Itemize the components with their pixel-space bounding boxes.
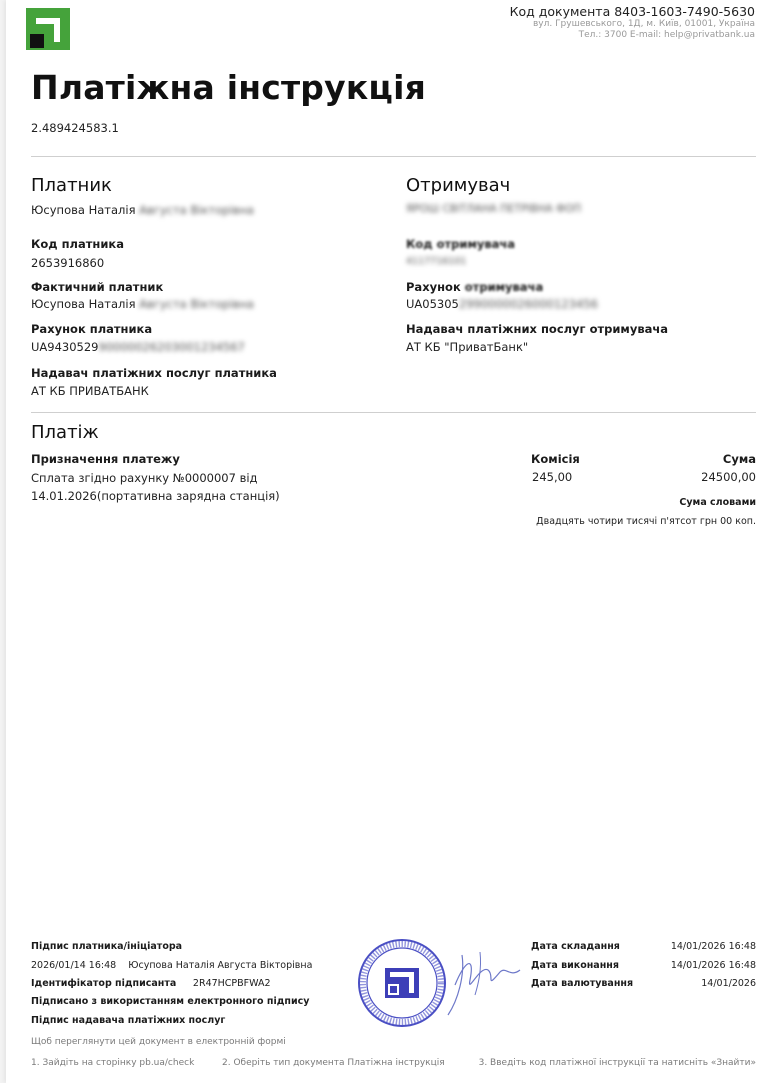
initiator-name: Юсупова Наталія Августа Вікторівна	[128, 960, 313, 971]
initiator-signature-line	[31, 960, 312, 971]
amount-words-value: Двадцять чотири тисячі п'ятсот грн 00 коп.	[536, 516, 756, 527]
value-date-label: Дата валютування	[531, 978, 634, 989]
purpose-label: Призначення платежу	[31, 452, 180, 466]
purpose-value	[31, 469, 280, 505]
purpose-line: Сплата згідно рахунку №0000007 від	[31, 471, 258, 485]
divider	[31, 412, 756, 413]
payer-account-label: Рахунок платника	[31, 322, 153, 336]
handwritten-signature	[440, 940, 525, 1020]
divider	[31, 156, 756, 157]
actual-payer-redacted: Августа Вікторівна	[139, 297, 254, 311]
recipient-provider-value: АТ КБ "ПриватБанк"	[406, 340, 529, 354]
recipient-account-label	[406, 280, 543, 294]
document-title: Платіжна інструкція	[31, 68, 426, 107]
recipient-code-label: Код отримувача	[406, 237, 516, 251]
executed-date-value: 14/01/2026 16:48	[670, 960, 756, 971]
commission-label: Комісія	[531, 452, 580, 466]
recipient-account-label-blurred: отримувача	[464, 280, 544, 294]
value-date-value: 14/01/2026	[701, 978, 756, 989]
payer-provider-label: Надавач платіжних послуг платника	[31, 366, 277, 380]
footer-step-2: 2. Оберіть тип документа Платіжна інструкція	[222, 1058, 445, 1068]
created-date-label: Дата складання	[531, 941, 620, 952]
recipient-account-visible: UA05305	[406, 297, 459, 311]
bank-address	[425, 19, 755, 41]
bank-address-line: вул. Грушевського, 1Д, м. Київ, 01001, Україна	[532, 19, 755, 29]
bank-contacts-line: Тел.: 3700 E-mail: help@privatbank.ua	[578, 30, 755, 40]
recipient-account-redacted: 2990000026000123456	[458, 297, 598, 311]
actual-payer-visible: Юсупова Наталія	[31, 297, 140, 311]
commission-value: 245,00	[532, 470, 573, 484]
actual-payer-label: Фактичний платник	[31, 280, 164, 294]
signer-id-label: Ідентифікатор підписанта	[31, 978, 177, 989]
amount-label: Сума	[722, 452, 756, 466]
payer-code-label: Код платника	[31, 237, 124, 251]
e-signature-note: Підписано з використанням електронного підпису	[31, 996, 310, 1007]
payer-provider-value: АТ КБ ПРИВАТБАНК	[31, 384, 149, 398]
footer-intro: Щоб переглянути цей документ в електронній формі	[31, 1037, 286, 1047]
privatbank-logo	[26, 8, 70, 50]
footer-step-1: 1. Зайдіть на сторінку pb.ua/check	[31, 1058, 195, 1068]
document-sheet	[6, 0, 780, 1083]
document-number: 2.489424583.1	[31, 121, 119, 135]
recipient-section-title: Отримувач	[406, 175, 511, 196]
provider-signature-label: Підпис надавача платіжних послуг	[31, 1015, 226, 1026]
footer-step-3: 3. Введіть код платіжної інструкції та натисніть «Знайти»	[478, 1058, 756, 1068]
payer-name-redacted: Августа Вікторівна	[139, 203, 254, 217]
payer-account-value	[31, 340, 245, 354]
payer-account-redacted: 90000026203001234567	[98, 340, 245, 354]
actual-payer-value	[31, 297, 254, 311]
payer-name-visible: Юсупова Наталія	[31, 203, 140, 217]
executed-date-label: Дата виконання	[531, 960, 619, 971]
payer-section-title: Платник	[31, 175, 112, 196]
payment-section-title: Платіж	[31, 422, 99, 443]
amount-words-label: Сума словами	[679, 497, 756, 508]
payer-account-visible: UA9430529	[31, 340, 99, 354]
amount-value: 24500,00	[701, 470, 756, 484]
recipient-account-value	[406, 297, 598, 311]
created-date-value: 14/01/2026 16:48	[670, 941, 756, 952]
purpose-line: 14.01.2026(портативна зарядна станція)	[31, 489, 280, 503]
signer-id-line	[31, 978, 271, 989]
recipient-provider-label: Надавач платіжних послуг отримувача	[406, 322, 669, 336]
payer-name	[31, 203, 254, 217]
recipient-name-redacted: ЯРОШ СВІТЛАНА ПЕТРІВНА ФОП	[406, 203, 582, 215]
bank-stamp	[357, 938, 447, 1028]
initiator-signature-label: Підпис платника/ініціатора	[31, 941, 183, 952]
signer-id-value: 2R47HCPBFWA2	[192, 978, 271, 989]
recipient-code-redacted: 4117716101	[406, 256, 467, 267]
document-code: Код документа 8403-1603-7490-5630	[509, 4, 755, 19]
recipient-account-label-visible: Рахунок	[406, 280, 465, 294]
initiator-datetime: 2026/01/14 16:48	[31, 960, 117, 971]
payer-code-value: 2653916860	[31, 256, 105, 270]
